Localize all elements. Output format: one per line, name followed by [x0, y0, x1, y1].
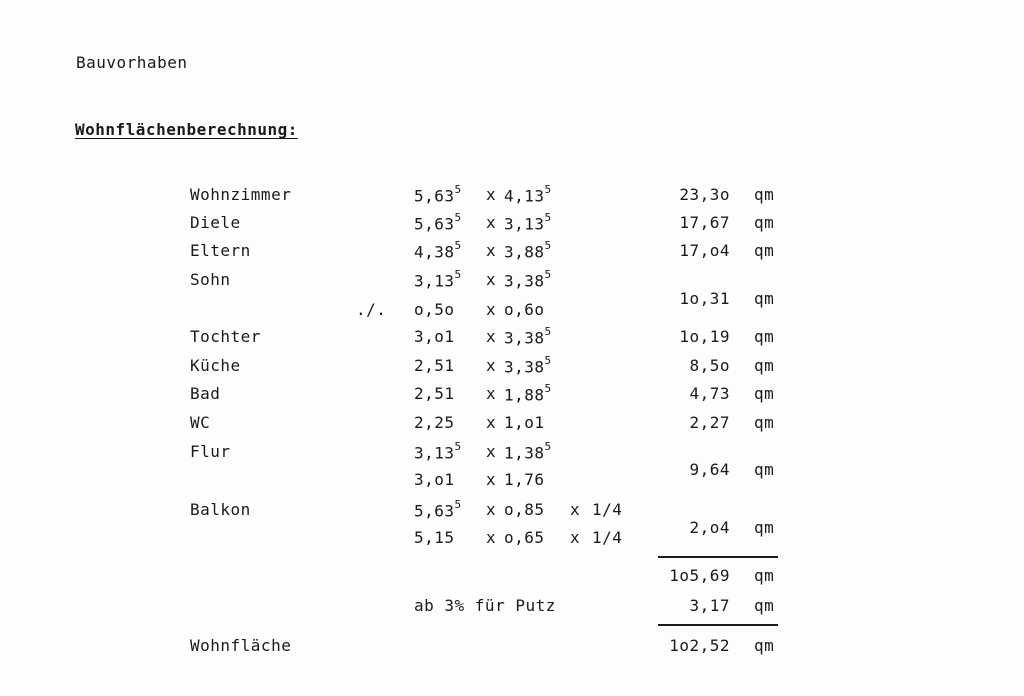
dimension-b: 3,38$^5$ — [504, 354, 552, 377]
project-label: Bauvorhaben — [76, 53, 188, 72]
dimension-a: 5,15 — [414, 528, 455, 547]
room-name: Wohnzimmer — [190, 185, 292, 204]
superscript-digit: 5 — [454, 440, 462, 453]
deduction-unit: qm — [754, 596, 775, 615]
times-sign: x — [570, 528, 581, 547]
dimension-a: 3,o1 — [414, 327, 455, 346]
times-sign: x — [486, 442, 497, 461]
times-sign: x — [486, 500, 497, 519]
times-sign: x — [570, 500, 581, 519]
times-sign: x — [486, 413, 497, 432]
dimension-a: o,5o — [414, 300, 455, 319]
area-unit: qm — [754, 213, 775, 232]
room-area: 2,27 — [689, 413, 730, 432]
room-area: 4,73 — [689, 384, 730, 403]
subtotal-value: 1o5,69 — [669, 566, 730, 585]
superscript-digit: 5 — [544, 382, 552, 395]
subtotal-unit: qm — [754, 566, 775, 585]
area-unit: qm — [754, 518, 775, 537]
total-line — [658, 624, 778, 626]
area-unit: qm — [754, 289, 775, 308]
superscript-digit: 5 — [454, 239, 462, 252]
dimension-b: o,65 — [504, 528, 545, 547]
times-sign: x — [486, 384, 497, 403]
times-sign: x — [486, 528, 497, 547]
room-name: Diele — [190, 213, 241, 232]
superscript-digit: 5 — [544, 183, 552, 196]
area-unit: qm — [754, 384, 775, 403]
total-label: Wohnfläche — [190, 636, 292, 655]
room-name: Flur — [190, 442, 231, 461]
dimension-b: 3,13$^5$ — [504, 211, 552, 234]
room-area: 1o,31 — [679, 289, 730, 308]
superscript-digit: 5 — [454, 211, 462, 224]
deduction-value: 3,17 — [689, 596, 730, 615]
room-area: 1o,19 — [679, 327, 730, 346]
room-name: Eltern — [190, 241, 251, 260]
dimension-a: 2,51 — [414, 384, 455, 403]
deduction-label: ab 3% für Putz — [414, 596, 556, 615]
dimension-b: o,6o — [504, 300, 545, 319]
superscript-digit: 5 — [544, 354, 552, 367]
times-sign: x — [486, 213, 497, 232]
dimension-b: 3,88$^5$ — [504, 239, 552, 262]
dimension-a: 5,63$^5$ — [414, 498, 462, 521]
dimension-b: o,85 — [504, 500, 545, 519]
room-name: Balkon — [190, 500, 251, 519]
subtotal-line — [658, 556, 778, 558]
area-unit: qm — [754, 241, 775, 260]
superscript-digit: 5 — [544, 211, 552, 224]
superscript-digit: 5 — [454, 268, 462, 281]
room-area: 2,o4 — [689, 518, 730, 537]
dimension-a: 4,38$^5$ — [414, 239, 462, 262]
times-sign: x — [486, 300, 497, 319]
times-sign: x — [486, 327, 497, 346]
room-area: 17,o4 — [679, 241, 730, 260]
dimension-a: 2,25 — [414, 413, 455, 432]
superscript-digit: 5 — [544, 268, 552, 281]
dimension-a: 3,13$^5$ — [414, 268, 462, 291]
dimension-b: 1,76 — [504, 470, 545, 489]
times-sign: x — [486, 270, 497, 289]
room-name: Sohn — [190, 270, 231, 289]
dimension-b: 1,88$^5$ — [504, 382, 552, 405]
area-unit: qm — [754, 356, 775, 375]
total-unit: qm — [754, 636, 775, 655]
room-name: Bad — [190, 384, 221, 403]
dimension-a: 3,13$^5$ — [414, 440, 462, 463]
factor: 1/4 — [592, 500, 623, 519]
dimension-a: 2,51 — [414, 356, 455, 375]
superscript-digit: 5 — [454, 498, 462, 511]
superscript-digit: 5 — [544, 325, 552, 338]
area-unit: qm — [754, 185, 775, 204]
total-value: 1o2,52 — [669, 636, 730, 655]
document-heading: Wohnflächenberechnung: — [75, 120, 298, 139]
room-name: Tochter — [190, 327, 261, 346]
dimension-a: 5,63$^5$ — [414, 211, 462, 234]
dimension-a: 5,63$^5$ — [414, 183, 462, 206]
area-unit: qm — [754, 413, 775, 432]
room-area: 8,5o — [689, 356, 730, 375]
dimension-a: 3,o1 — [414, 470, 455, 489]
dimension-b: 4,13$^5$ — [504, 183, 552, 206]
room-name: Küche — [190, 356, 241, 375]
times-sign: x — [486, 185, 497, 204]
factor: 1/4 — [592, 528, 623, 547]
dimension-b: 1,38$^5$ — [504, 440, 552, 463]
times-sign: x — [486, 241, 497, 260]
room-area: 9,64 — [689, 460, 730, 479]
dimension-b: 3,38$^5$ — [504, 268, 552, 291]
superscript-digit: 5 — [454, 183, 462, 196]
room-area: 23,3o — [679, 185, 730, 204]
room-name: WC — [190, 413, 211, 432]
times-sign: x — [486, 470, 497, 489]
area-unit: qm — [754, 327, 775, 346]
superscript-digit: 5 — [544, 239, 552, 252]
times-sign: x — [486, 356, 497, 375]
superscript-digit: 5 — [544, 440, 552, 453]
minus-sign: ./. — [356, 300, 387, 319]
dimension-b: 1,o1 — [504, 413, 545, 432]
room-area: 17,67 — [679, 213, 730, 232]
dimension-b: 3,38$^5$ — [504, 325, 552, 348]
area-unit: qm — [754, 460, 775, 479]
